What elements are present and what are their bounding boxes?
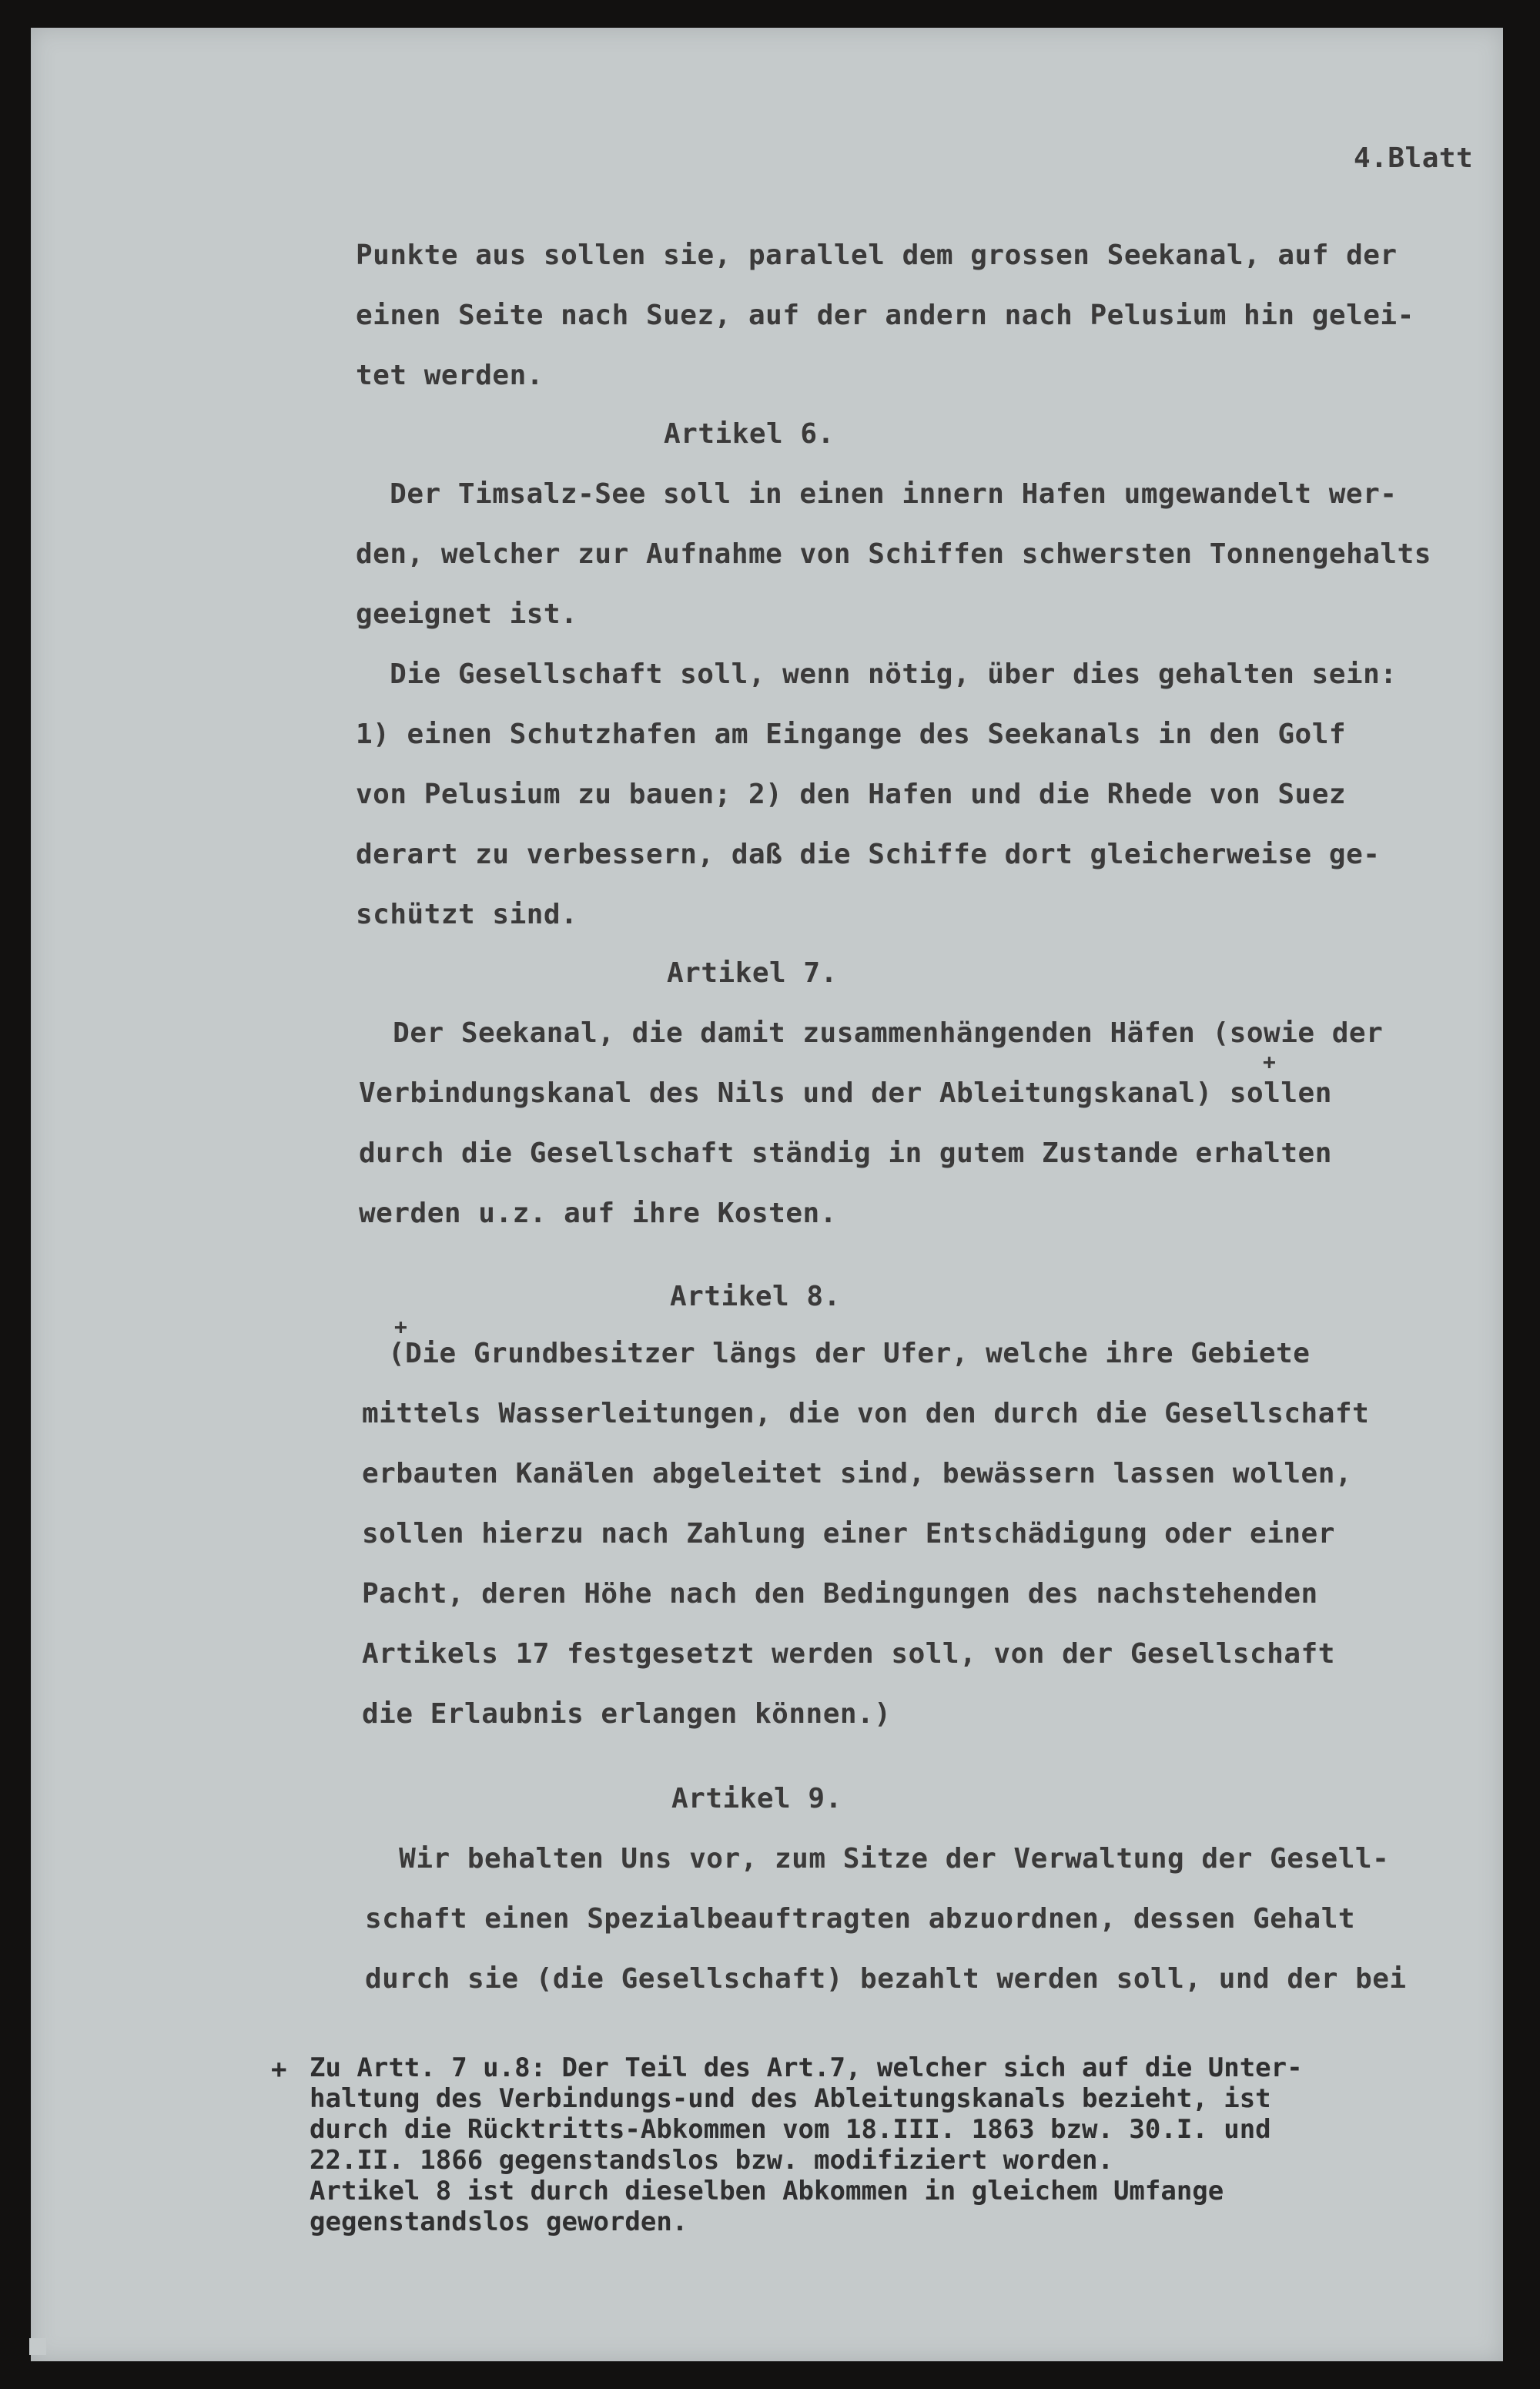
footnote-line: gegenstandslos geworden.: [310, 2206, 688, 2237]
footnote-line: Artikel 8 ist durch dieselben Abkommen in gleichem Umfange: [310, 2176, 1224, 2206]
scan-corner-mark: [29, 2338, 46, 2355]
document-page: [31, 28, 1503, 2361]
body-line: sollen hierzu nach Zahlung einer Entschädigung oder einer: [362, 1518, 1335, 1550]
body-line: (Die Grundbesitzer längs der Ufer, welche ihre Gebiete: [388, 1338, 1311, 1369]
body-line: Wir behalten Uns vor, zum Sitze der Verwaltung der Gesell-: [382, 1843, 1390, 1875]
body-line: schützt sind.: [356, 899, 578, 930]
article-heading: Artikel 7.: [667, 957, 838, 989]
body-line: schaft einen Spezialbeauftragten abzuordnen, dessen Gehalt: [365, 1903, 1356, 1935]
body-line: die Erlaubnis erlangen können.): [362, 1698, 892, 1730]
footnote-line: Zu Artt. 7 u.8: Der Teil des Art.7, welcher sich auf die Unter-: [310, 2052, 1303, 2083]
body-line: erbauten Kanälen abgeleitet sind, bewässern lassen wollen,: [362, 1458, 1353, 1489]
body-line: Verbindungskanal des Nils und der Ableitungskanal) sollen: [359, 1077, 1332, 1109]
body-line: Die Gesellschaft soll, wenn nötig, über dies gehalten sein:: [373, 658, 1398, 690]
body-line: werden u.z. auf ihre Kosten.: [359, 1198, 837, 1229]
body-line: tet werden.: [356, 360, 544, 391]
body-line: den, welcher zur Aufnahme von Schiffen schwersten Tonnengehalts: [356, 538, 1431, 570]
article-heading: Artikel 9.: [671, 1783, 842, 1814]
annotation-plus-mark: +: [394, 1314, 407, 1339]
body-line: mittels Wasserleitungen, die von den durch die Gesellschaft: [362, 1398, 1370, 1429]
sheet-number: 4.Blatt: [1354, 142, 1474, 174]
body-line: derart zu verbessern, daß die Schiffe dort gleicherweise ge-: [356, 839, 1381, 870]
footnote-marker: +: [271, 2054, 287, 2085]
footnote-line: durch die Rücktritts-Abkommen vom 18.III. 1863 bzw. 30.I. und: [310, 2114, 1271, 2145]
footnote-line: haltung des Verbindungs-und des Ableitungskanals bezieht, ist: [310, 2083, 1271, 2114]
annotation-plus-mark: +: [1263, 1049, 1276, 1074]
body-line: einen Seite nach Suez, auf der andern nach Pelusium hin gelei-: [356, 300, 1414, 331]
body-line: Der Timsalz-See soll in einen innern Hafen umgewandelt wer-: [373, 478, 1398, 510]
body-line: durch sie (die Gesellschaft) bezahlt werden soll, und der bei: [365, 1963, 1407, 1995]
article-heading: Artikel 6.: [664, 418, 835, 450]
body-line: Punkte aus sollen sie, parallel dem grossen Seekanal, auf der: [356, 240, 1398, 271]
body-line: geeignet ist.: [356, 598, 578, 630]
body-line: durch die Gesellschaft ständig in gutem Zustande erhalten: [359, 1138, 1332, 1169]
body-line: 1) einen Schutzhafen am Eingange des Seekanals in den Golf: [356, 719, 1347, 750]
body-line: von Pelusium zu bauen; 2) den Hafen und die Rhede von Suez: [356, 779, 1347, 810]
article-heading: Artikel 8.: [670, 1281, 841, 1312]
body-line: Artikels 17 festgesetzt werden soll, von der Gesellschaft: [362, 1638, 1335, 1670]
body-line: Der Seekanal, die damit zusammenhängenden Häfen (sowie der: [376, 1017, 1384, 1049]
body-line: Pacht, deren Höhe nach den Bedingungen des nachstehenden: [362, 1578, 1318, 1610]
footnote-line: 22.II. 1866 gegenstandslos bzw. modifiziert worden.: [310, 2145, 1113, 2176]
